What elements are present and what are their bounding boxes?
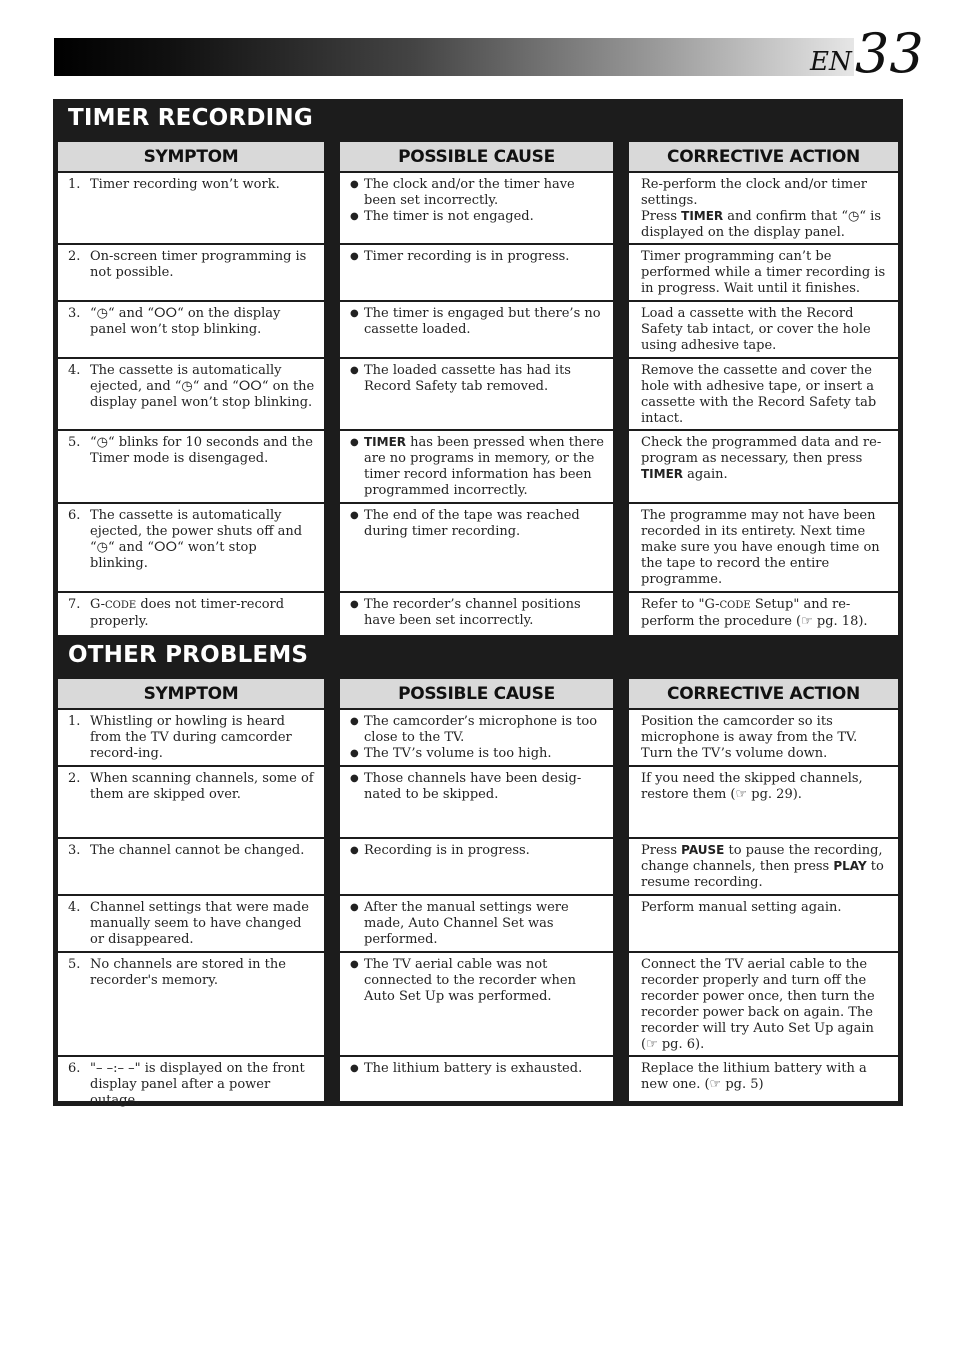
cause-text: ● The clock and/or the timer have been set incorrectly. (350, 177, 605, 209)
action-text: Refer to "G- (641, 597, 720, 612)
cause-text: ● The camcorder’s microphone is too close to the TV. (350, 714, 605, 746)
action-text: to pause the recording, change channels, then press (641, 843, 883, 874)
table-row (58, 245, 324, 300)
symptom-text: G- (90, 597, 106, 612)
action-text: and confirm that “◷“ is displayed on the display panel. (641, 208, 882, 240)
cause-cell (340, 896, 613, 951)
cause-cell (340, 593, 613, 635)
section-title-other-problems: OTHER PROBLEMS (68, 642, 309, 668)
row-number: 2. (68, 771, 81, 786)
table-row (58, 504, 324, 591)
row-number: 5. (68, 957, 81, 972)
action-cell (629, 504, 898, 591)
cause-text: ● The end of the tape was reached during timer recording. (350, 508, 605, 540)
action-text: If you need the skipped channels, restore them (☞ pg. 29). (641, 771, 863, 802)
table-row (58, 710, 324, 765)
page-number: 33 (855, 22, 924, 85)
action-text: Re-perform the clock and/or timer settings. (641, 177, 868, 208)
timer-header-action: CORRECTIVE ACTION (629, 142, 898, 171)
cause-text: ● The TV’s volume is too high. (350, 746, 605, 762)
section-title-timer-recording: TIMER RECORDING (68, 105, 313, 131)
cause-text: ● The timer is not engaged. (350, 209, 605, 225)
cause-cell (340, 431, 613, 502)
cause-cell (340, 302, 613, 357)
cause-cell (340, 1057, 613, 1101)
table-row (58, 593, 324, 635)
cause-cell (340, 173, 613, 243)
symptom-text: “◷“ blinks for 10 seconds and the Timer mode is disengaged. (90, 435, 313, 466)
symptom-text: Whistling or howling is heard from the TV during camcorder record-ing. (90, 714, 292, 761)
action-text: Connect the TV aerial cable to the recorder properly and turn off the recorder power once, then turn the recorder power back on again. The recorder will try Auto Set Up again (☞ pg. 6). (641, 957, 875, 1052)
action-cell (629, 431, 898, 502)
row-number: 1. (68, 177, 81, 192)
table-row (58, 953, 324, 1055)
cause-cell (340, 245, 613, 300)
action-text: Press (641, 843, 682, 858)
other-header-symptom: SYMPTOM (58, 679, 324, 708)
button-name: PAUSE (681, 843, 725, 857)
cause-text: ● Those channels have been desig-nated to be skipped. (350, 771, 605, 803)
cause-cell (340, 710, 613, 765)
action-text: The programme may not have been recorded in its entirety. Next time make sure you have enough time on the tape to record the entire programme. (641, 508, 880, 587)
action-cell (629, 953, 898, 1055)
row-number: 6. (68, 508, 81, 523)
symptom-text: When scanning channels, some of them are skipped over. (90, 771, 314, 802)
action-text: Press (641, 208, 682, 224)
table-row (58, 431, 324, 502)
row-number: 6. (68, 1061, 81, 1076)
action-text: Timer programming can’t be performed while a timer recording is in progress. Wait until it finishes. (641, 249, 886, 296)
row-number: 4. (68, 900, 81, 915)
cause-cell (340, 767, 613, 837)
symptom-text: CODE (105, 600, 137, 611)
row-number: 5. (68, 435, 81, 450)
action-text: Replace the lithium battery with a new one. (☞ pg. 5) (641, 1061, 867, 1092)
cause-cell (340, 504, 613, 591)
table-row (58, 173, 324, 243)
action-cell (629, 710, 898, 765)
action-cell (629, 302, 898, 357)
row-number: 4. (68, 363, 81, 378)
table-row (58, 302, 324, 357)
symptom-text: The cassette is automatically ejected, and “◷“ and “ⵔⵔ“ on the display panel won’t stop blinking. (90, 363, 315, 410)
table-row (58, 767, 324, 837)
action-cell (629, 767, 898, 837)
cause-text: ● The loaded cassette has had its Record Safety tab removed. (350, 363, 605, 395)
timer-header-symptom: SYMPTOM (58, 142, 324, 171)
header-bar (54, 38, 854, 76)
symptom-text: The channel cannot be changed. (90, 843, 305, 858)
row-number: 2. (68, 249, 81, 264)
timer-header-cause: POSSIBLE CAUSE (340, 142, 613, 171)
cause-cell (340, 953, 613, 1055)
symptom-text: “◷“ and “ⵔⵔ“ on the display panel won’t stop blinking. (90, 306, 281, 337)
symptom-text: Timer recording won’t work. (90, 177, 280, 192)
action-cell (629, 173, 898, 243)
action-text: Perform manual setting again. (641, 900, 842, 915)
table-row (58, 839, 324, 894)
cause-cell (340, 839, 613, 894)
cause-text: ● After the manual settings were made, Auto Channel Set was performed. (350, 900, 605, 948)
button-name: PLAY (833, 858, 867, 873)
action-cell (629, 1057, 898, 1101)
cause-cell (340, 359, 613, 429)
action-cell (629, 359, 898, 429)
action-cell (629, 839, 898, 894)
cause-text: ● Recording is in progress. (350, 843, 605, 859)
action-text: Setup" and re-perform the procedure (☞ pg. 18). (641, 597, 868, 629)
symptom-text: "– –:– –" is displayed on the front display panel after a power outage. (90, 1061, 305, 1108)
action-cell (629, 593, 898, 635)
cause-text: ● The TV aerial cable was not connected to the recorder when Auto Set Up was performed. (350, 957, 605, 1005)
symptom-text: No channels are stored in the recorder's memory. (90, 957, 286, 988)
row-number: 7. (68, 597, 81, 612)
table-row (58, 1057, 324, 1108)
table-row (58, 896, 324, 951)
action-text: again. (683, 466, 728, 482)
cause-text: ● The lithium battery is exhausted. (350, 1061, 605, 1077)
row-number: 3. (68, 306, 81, 321)
cause-text: has been pressed when there are no programs in memory, or the timer record information has been programmed incorrectly. (364, 435, 604, 498)
table-row (58, 359, 324, 429)
cause-text: ● Timer recording is in progress. (350, 249, 605, 265)
button-name: TIMER (681, 208, 724, 223)
symptom-text: does not timer-record properly. (90, 597, 285, 629)
button-name: TIMER (364, 435, 407, 449)
action-text: Load a cassette with the Record Safety tab intact, or cover the hole using adhesive tape. (641, 306, 871, 353)
row-number: 1. (68, 714, 81, 729)
action-cell (629, 896, 898, 951)
action-text: Check the programmed data and re-program as necessary, then press (641, 435, 882, 466)
cause-text: ● The recorder’s channel positions have been set incorrectly. (350, 597, 605, 629)
action-text: Remove the cassette and cover the hole with adhesive tape, or insert a cassette with the Record Safety tab intact. (641, 363, 877, 426)
symptom-text: Channel settings that were made manually seem to have changed or disappeared. (90, 900, 309, 947)
other-header-cause: POSSIBLE CAUSE (340, 679, 613, 708)
language-label: EN (810, 47, 852, 77)
row-number: 3. (68, 843, 81, 858)
action-text: CODE (719, 600, 751, 611)
symptom-text: On-screen timer programming is not possible. (90, 249, 307, 280)
action-cell (629, 245, 898, 300)
symptom-text: The cassette is automatically ejected, the power shuts off and “◷“ and “ⵔⵔ“ won’t stop blinking. (90, 508, 303, 571)
other-header-action: CORRECTIVE ACTION (629, 679, 898, 708)
action-text: to resume recording. (641, 858, 884, 890)
action-text: Position the camcorder so its microphone is away from the TV. Turn the TV’s volume down. (641, 714, 858, 761)
cause-text: ● The timer is engaged but there’s no cassette loaded. (350, 306, 605, 338)
button-name: TIMER (641, 466, 684, 481)
